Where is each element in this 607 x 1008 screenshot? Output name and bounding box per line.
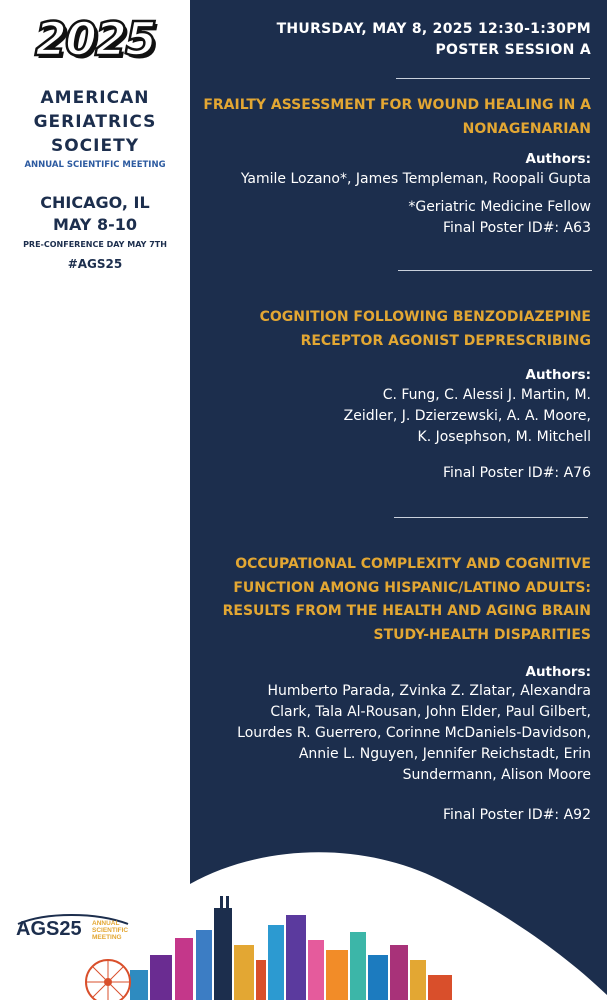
authors-label: Authors: <box>525 151 591 167</box>
session-datetime: THURSDAY, MAY 8, 2025 12:30-1:30PM <box>276 21 591 37</box>
preconference-note: PRE-CONFERENCE DAY MAY 7TH <box>23 240 167 249</box>
logo-subtext <box>92 920 128 941</box>
authors-label: Authors: <box>525 367 591 383</box>
author-line: C. Fung, C. Alessi J. Martin, M. <box>382 387 591 403</box>
author-line: Annie L. Nguyen, Jennifer Reichstadt, Erin <box>298 746 591 762</box>
poster-3-id: Final Poster ID#: A92 <box>442 807 591 823</box>
hashtag: #AGS25 <box>67 257 123 271</box>
logo-sub-line: MEETING <box>92 934 122 941</box>
poster-2-id: Final Poster ID#: A76 <box>442 465 591 481</box>
org-subtitle: ANNUAL SCIENTIFIC MEETING <box>24 160 166 170</box>
author-line: Humberto Parada, Zvinka Z. Zlatar, Alexandra <box>267 683 591 699</box>
session-name: POSTER SESSION A <box>435 42 591 58</box>
dates: MAY 8-10 <box>53 215 137 234</box>
poster-title-line: RESULTS FROM THE HEALTH AND AGING BRAIN <box>222 603 591 619</box>
logo-sub-line: ANNUAL <box>92 920 120 927</box>
poster-title-line: OCCUPATIONAL COMPLEXITY AND COGNITIVE <box>235 556 591 572</box>
author-line: Clark, Tala Al-Rousan, John Elder, Paul Gilbert, <box>270 704 591 720</box>
author-line: Yamile Lozano*, James Templeman, Roopali Gupta <box>240 171 591 187</box>
author-line: Zeidler, J. Dzierzewski, A. A. Moore, <box>343 408 591 424</box>
authors-label: Authors: <box>525 664 591 680</box>
author-line: K. Josephson, M. Mitchell <box>417 429 591 445</box>
poster-1-id: Final Poster ID#: A63 <box>442 220 591 236</box>
poster-title-line: COGNITION FOLLOWING BENZODIAZEPINE <box>259 309 591 325</box>
poster-title-line: FRAILTY ASSESSMENT FOR WOUND HEALING IN A <box>203 97 591 113</box>
author-line: Lourdes R. Guerrero, Corinne McDaniels-Davidson, <box>237 725 591 741</box>
city: CHICAGO, IL <box>40 193 150 212</box>
poster-title-line: FUNCTION AMONG HISPANIC/LATINO ADULTS: <box>233 579 591 596</box>
logo-text: AGS25 <box>16 918 82 940</box>
poster-title-line: STUDY-HEALTH DISPARITIES <box>373 626 591 643</box>
author-line: Sundermann, Alison Moore <box>402 767 591 783</box>
org-name-line1: AMERICAN <box>40 88 150 108</box>
poster-title-line: NONAGENARIAN <box>462 120 591 137</box>
org-name-line3: SOCIETY <box>50 136 139 156</box>
org-name-line2: GERIATRICS <box>33 112 157 132</box>
poster-title-line: RECEPTOR AGONIST DEPRESCRIBING <box>300 332 591 349</box>
poster-1-note: *Geriatric Medicine Fellow <box>408 199 591 215</box>
logo-sub-line: SCIENTIFIC <box>92 927 129 934</box>
year-heading: 2025 <box>34 12 156 66</box>
ucsd-logo: UC San Diego <box>492 964 563 1008</box>
